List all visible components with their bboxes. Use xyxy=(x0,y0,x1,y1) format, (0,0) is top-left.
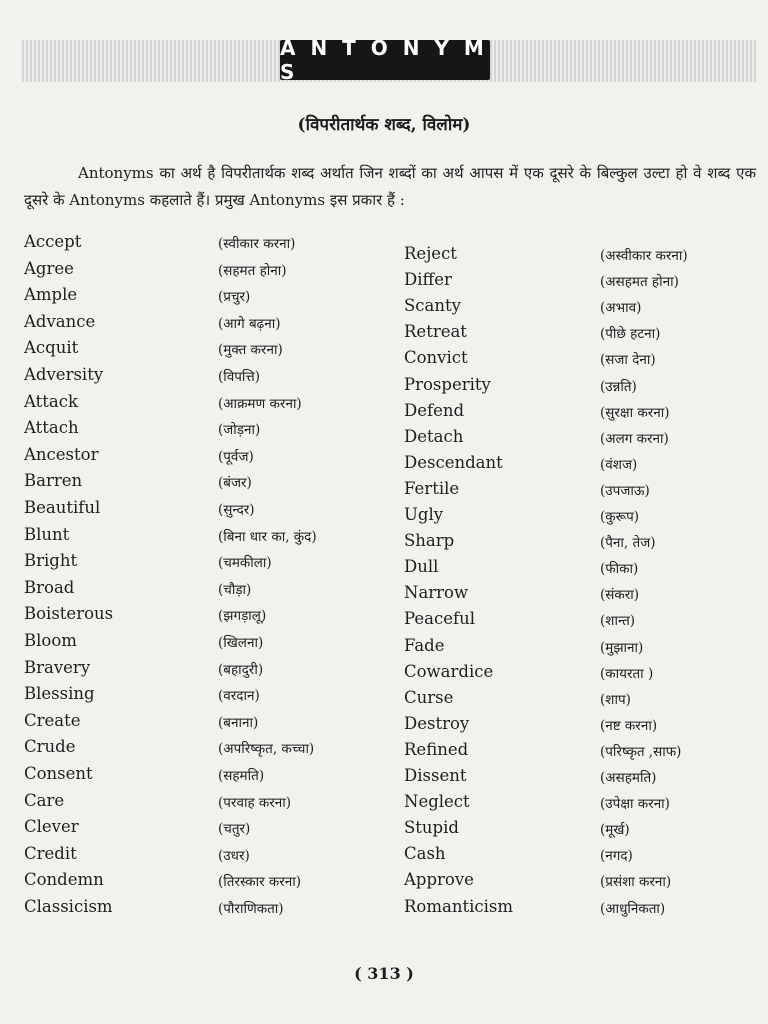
page-title: A N T O N Y M S xyxy=(280,40,490,80)
hindi-meaning: (बहादुरी) xyxy=(218,661,264,678)
hindi-meaning: (खिलना) xyxy=(218,635,264,651)
hindi-meaning: (नष्ट करना) xyxy=(600,717,658,734)
english-word: Romanticism xyxy=(404,896,514,916)
hindi-meaning: (सजा देना) xyxy=(600,352,656,369)
english-word: Advance xyxy=(24,311,96,331)
hindi-meaning: (चौड़ा) xyxy=(218,581,252,598)
hindi-meaning: (शाप) xyxy=(600,691,631,708)
english-word: Sharp xyxy=(404,531,455,551)
hindi-meaning: (उपजाऊ) xyxy=(600,482,650,499)
hindi-meaning: (उन्नति) xyxy=(600,378,637,395)
hindi-meaning: (स्वीकार करना) xyxy=(218,236,296,252)
english-word: Defend xyxy=(404,400,465,420)
hindi-meaning: (असहमति) xyxy=(600,770,657,786)
hindi-meaning: (आगे बढ़ना) xyxy=(218,315,281,332)
hindi-meaning: (असहमत होना) xyxy=(600,274,679,291)
english-word: Adversity xyxy=(24,365,104,384)
hindi-meaning: (पूर्वज) xyxy=(218,448,254,465)
english-word: Cowardice xyxy=(404,661,494,681)
english-word: Bright xyxy=(24,551,78,571)
english-word: Ample xyxy=(24,285,78,305)
english-word: Barren xyxy=(24,471,83,491)
english-word: Approve xyxy=(404,870,474,890)
hindi-meaning: (बिना धार का, कुंद) xyxy=(218,528,317,545)
hindi-meaning: (पीछे हटना) xyxy=(600,326,661,343)
english-word: Condemn xyxy=(24,870,104,890)
hindi-meaning: (उपेक्षा करना) xyxy=(600,796,670,813)
hindi-meaning: (वरदान) xyxy=(218,688,260,705)
hindi-meaning: (तिरस्कार करना) xyxy=(218,874,302,891)
hindi-meaning: (पैना, तेज) xyxy=(600,535,656,552)
hindi-meaning: (परवाह करना) xyxy=(218,794,292,811)
hindi-meaning: (प्रसंशा करना) xyxy=(600,874,672,891)
hindi-meaning: (चमकीला) xyxy=(218,555,272,572)
hindi-meaning: (फीका) xyxy=(600,561,639,578)
english-word: Accept xyxy=(24,232,82,251)
english-word: Clever xyxy=(24,817,79,837)
hindi-meaning: (कायरता ) xyxy=(600,665,654,682)
english-word: Peaceful xyxy=(404,609,475,629)
hindi-meaning: (मुझाना) xyxy=(600,639,644,656)
english-word: Neglect xyxy=(404,792,470,812)
english-word: Retreat xyxy=(404,322,467,342)
hindi-meaning: (अपरिष्कृत, कच्चा) xyxy=(218,741,315,758)
hindi-meaning: (नगद) xyxy=(600,848,633,865)
intro-text: Antonyms का अर्थ है विपरीतार्थक शब्द अर्थात जिन शब्दों का अर्थ आपस में एक दूसरे के बिल्कुल उल्टा हो वे शब्द एक दूसरे के Antonyms कहलाते हैं। प्रमुख Antonyms इस प्रकार हैं : xyxy=(24,164,756,209)
hindi-meaning: (सुरक्षा करना) xyxy=(600,404,670,421)
hindi-meaning: (विपत्ति) xyxy=(218,369,261,385)
english-word: Detach xyxy=(404,426,464,446)
english-word: Create xyxy=(24,710,81,730)
hindi-meaning: (वंशज) xyxy=(600,456,638,473)
intro-paragraph xyxy=(24,160,756,214)
english-word: Stupid xyxy=(404,818,459,838)
hindi-meaning: (सुन्दर) xyxy=(218,502,255,518)
hindi-meaning: (पौराणिकता) xyxy=(218,901,284,917)
hindi-meaning: (बंजर) xyxy=(218,475,252,492)
english-word: Narrow xyxy=(404,583,469,603)
english-word: Convict xyxy=(404,348,468,368)
english-word: Fertile xyxy=(404,478,460,498)
english-word: Descendant xyxy=(404,452,503,472)
hindi-meaning: (सहमति) xyxy=(218,768,265,784)
hindi-meaning: (परिष्कृत ,साफ) xyxy=(600,743,682,760)
english-word: Refined xyxy=(404,739,469,759)
english-word: Care xyxy=(24,790,65,810)
hindi-subtitle: (विपरीतार्थक शब्द, विलोम) xyxy=(297,115,471,135)
hindi-meaning: (बनाना) xyxy=(218,714,259,731)
english-word: Prosperity xyxy=(404,374,491,394)
page-number: ( 313 ) xyxy=(354,964,414,983)
english-word: Broad xyxy=(24,577,75,597)
hindi-meaning: (अलग करना) xyxy=(600,430,669,447)
english-word: Beautiful xyxy=(24,498,101,517)
english-word: Dull xyxy=(404,557,439,577)
hindi-meaning: (कुरूप) xyxy=(600,509,640,525)
hindi-meaning: (मुक्त करना) xyxy=(218,342,283,359)
english-word: Acquit xyxy=(24,338,79,358)
hindi-meaning: (उधर) xyxy=(218,847,250,864)
english-word: Consent xyxy=(24,764,93,783)
hindi-meaning: (मूर्ख) xyxy=(600,822,630,839)
english-word: Blunt xyxy=(24,524,70,544)
english-word: Crude xyxy=(24,737,76,757)
english-word: Destroy xyxy=(404,713,470,733)
hindi-meaning: (शान्त) xyxy=(600,613,636,630)
english-word: Ancestor xyxy=(24,444,99,464)
english-word: Dissent xyxy=(404,766,467,785)
english-word: Attach xyxy=(24,418,79,438)
english-word: Attack xyxy=(24,391,78,411)
english-word: Bravery xyxy=(24,657,91,677)
english-word: Boisterous xyxy=(24,604,114,624)
english-word: Credit xyxy=(24,843,77,863)
hindi-meaning: (चतुर) xyxy=(218,821,251,838)
english-word: Differ xyxy=(404,270,452,290)
english-word: Ugly xyxy=(404,505,444,524)
english-word: Bloom xyxy=(24,631,77,650)
hindi-meaning: (संकरा) xyxy=(600,587,640,604)
hindi-meaning: (आधुनिकता) xyxy=(600,900,666,917)
english-word: Curse xyxy=(404,687,454,707)
english-word: Scanty xyxy=(404,296,461,316)
hindi-meaning: (झगड़ालू) xyxy=(218,608,267,625)
english-word: Agree xyxy=(24,258,74,278)
english-word: Reject xyxy=(404,244,457,263)
english-word: Blessing xyxy=(24,684,95,704)
english-word: Cash xyxy=(404,844,446,864)
hindi-meaning: (आक्रमण करना) xyxy=(218,395,302,412)
hindi-meaning: (प्रचुर) xyxy=(218,289,251,306)
hindi-meaning: (जोड़ना) xyxy=(218,422,261,439)
hindi-meaning: (अस्वीकार करना) xyxy=(600,248,688,264)
english-word: Fade xyxy=(404,635,445,655)
english-word: Classicism xyxy=(24,897,113,916)
hindi-meaning: (सहमत होना) xyxy=(218,262,287,279)
hindi-meaning: (अभाव) xyxy=(600,300,642,317)
